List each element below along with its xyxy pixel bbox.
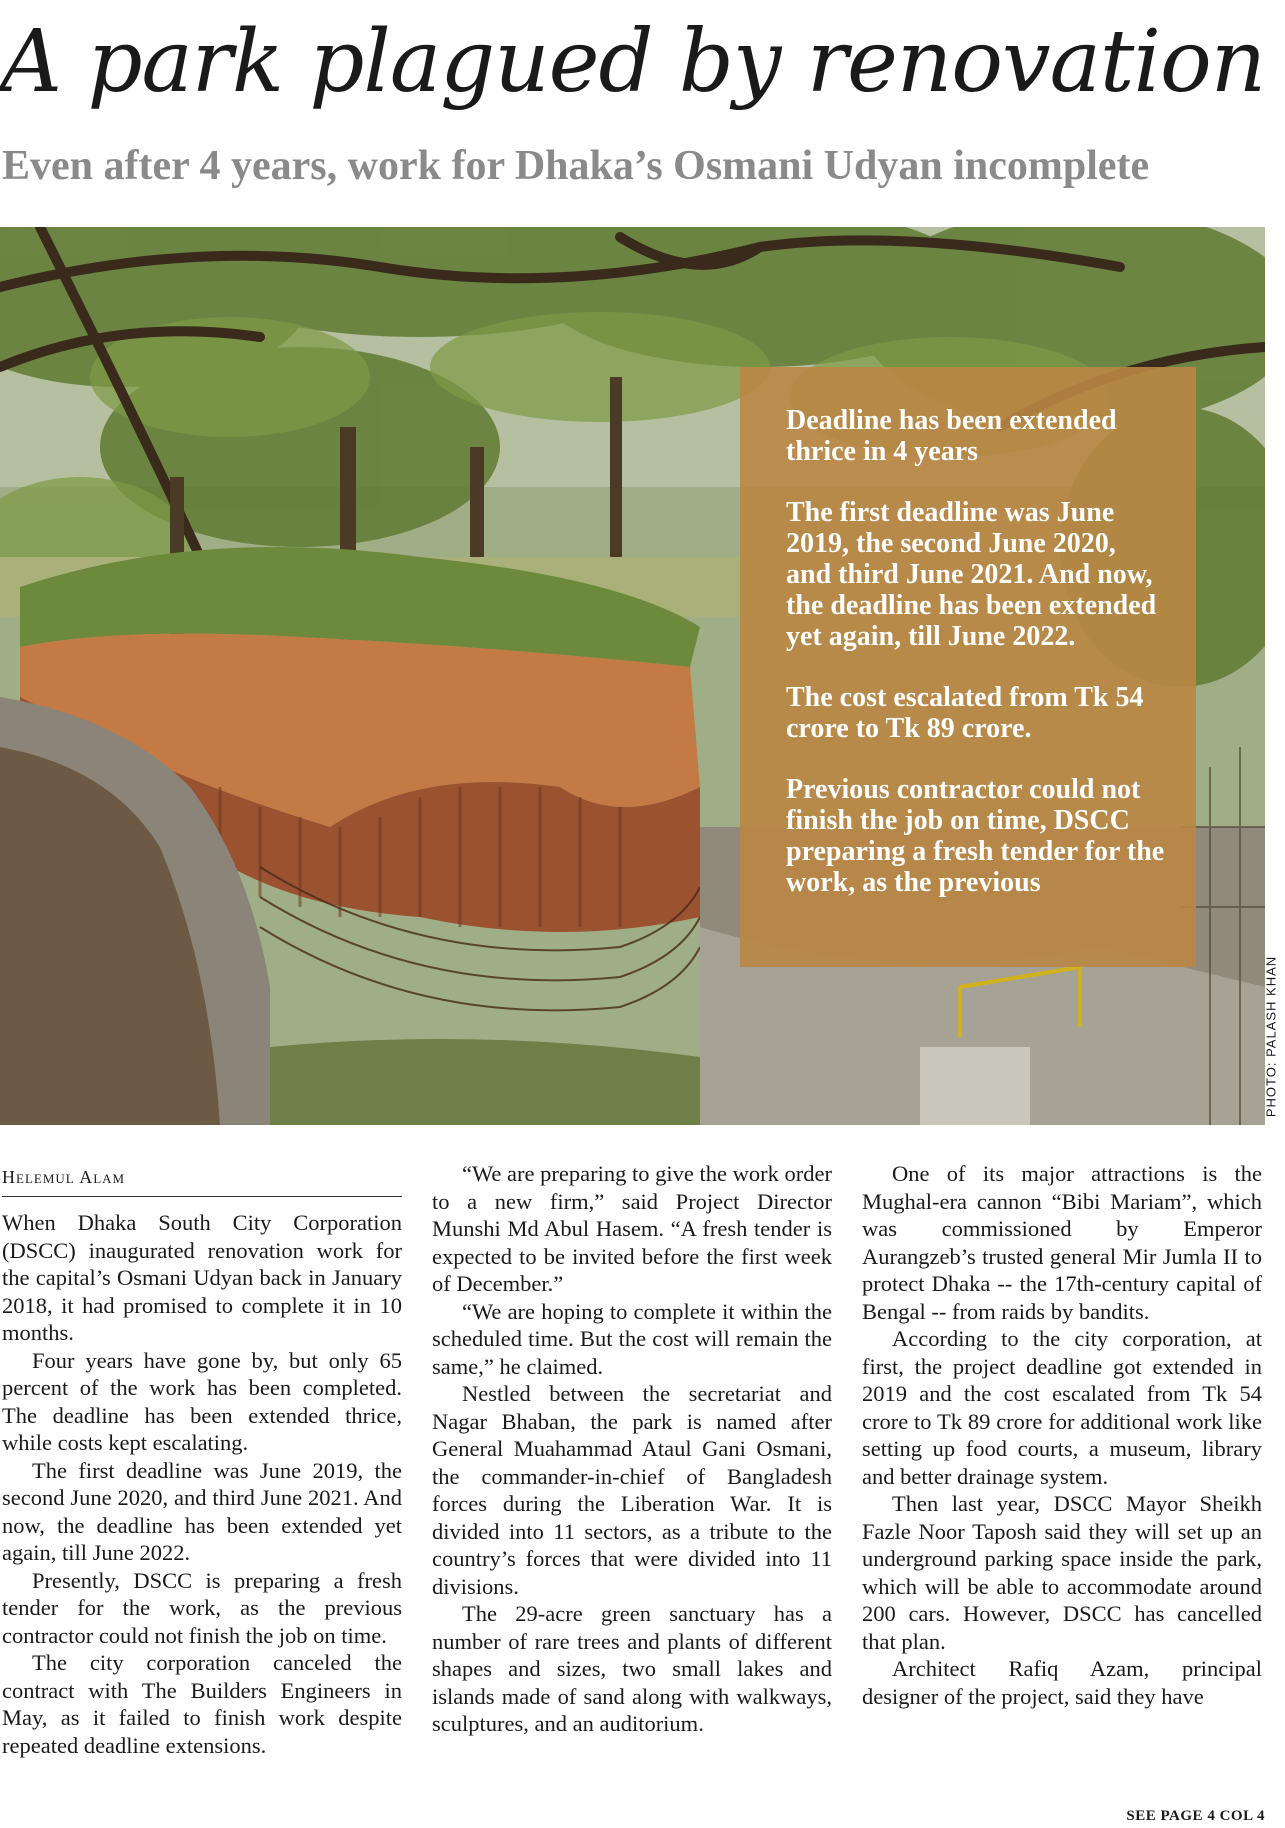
article-paragraph: “We are hoping to complete it within the scheduled time. But the cost will remain the same,” he claimed. — [432, 1298, 832, 1379]
article-paragraph: Nestled between the secretariat and Nagar Bhaban, the park is named after General Muahammad Ataul Gani Osmani, the commander-in-chief of Bangladesh forces during the Liberation War. It is divided into 11 sectors, as a tribute to the country’s forces that were divided into 11 divisions. — [432, 1381, 832, 1599]
photo-credit — [1263, 955, 1285, 1126]
article-paragraph: “We are preparing to give the work order to a new firm,” said Project Director Munshi Md Abul Hasem. “A fresh tender is expected to be invited before the first week of December.” — [432, 1161, 832, 1296]
continuation-note: SEE PAGE 4 COL 4 — [1126, 1808, 1265, 1824]
article-paragraph: Architect Rafiq Azam, principal designer of the project, said they have — [862, 1656, 1262, 1709]
infobox — [740, 367, 1196, 967]
article-column-2 — [432, 1160, 832, 1738]
article-paragraph: The first deadline was June 2019, the second June 2020, and third June 2021. And now, the deadline has been extended yet again, till June 2022. — [2, 1457, 402, 1565]
byline: Helemul Alam — [2, 1167, 126, 1187]
article-paragraph: One of its major attractions is the Mughal-era cannon “Bibi Mariam”, which was commissioned by Emperor Aurangzeb’s trusted general Mir Jumla II to protect Dhaka -- the 17th-century capital of Bengal -- from raids by bandits. — [862, 1161, 1262, 1324]
photo-credit-text: PHOTO: PALASH KHAN — [1263, 955, 1279, 1118]
article-paragraph: The city corporation canceled the contract with The Builders Engineers in May, as it failed to finish work despite repeated deadline extensions. — [2, 1650, 402, 1758]
infobox-paragraph: The first deadline was June 2019, the second June 2020, and third June 2021. And now, the deadline has been extended yet again, till June 2022. — [786, 497, 1157, 652]
headline: A park plagued by renovation — [0, 12, 1266, 112]
article-column-3 — [862, 1160, 1262, 1710]
subheadline: Even after 4 years, work for Dhaka’s Osmani Udyan incomplete — [2, 143, 1150, 189]
article-paragraph: When Dhaka South City Corporation (DSCC) inaugurated renovation work for the capital’s Osmani Udyan back in January 2018, it had promised to complete it in 10 months. — [2, 1210, 402, 1345]
article-paragraph: Presently, DSCC is preparing a fresh tender for the work, as the previous contractor could not finish the job on time. — [2, 1567, 402, 1648]
article-column-1 — [2, 1160, 402, 1759]
infobox-paragraph: Previous contractor could not finish the job on time, DSCC preparing a fresh tender for the work, as the previous — [786, 774, 1165, 898]
infobox-paragraph: Deadline has been extended thrice in 4 years — [786, 405, 1117, 467]
byline-rule — [2, 1196, 402, 1197]
infobox-paragraph: The cost escalated from Tk 54 crore to Tk 89 crore. — [786, 682, 1144, 744]
article-paragraph: The 29-acre green sanctuary has a number of rare trees and plants of different shapes and sizes, two small lakes and islands made of sand along with walkways, sculptures, and an auditorium. — [432, 1601, 832, 1736]
article-paragraph: Then last year, DSCC Mayor Sheikh Fazle Noor Taposh said they will set up an underground parking space inside the park, which will be able to accommodate around 200 cars. However, DSCC has cancelled that plan. — [862, 1491, 1262, 1654]
article-paragraph: According to the city corporation, at first, the project deadline got extended in 2019 and the cost escalated from Tk 54 crore to Tk 89 crore for additional work like setting up food courts, a museum, library and better drainage system. — [862, 1326, 1262, 1489]
article-paragraph: Four years have gone by, but only 65 percent of the work has been completed. The deadline has been extended thrice, while costs kept escalating. — [2, 1347, 402, 1455]
